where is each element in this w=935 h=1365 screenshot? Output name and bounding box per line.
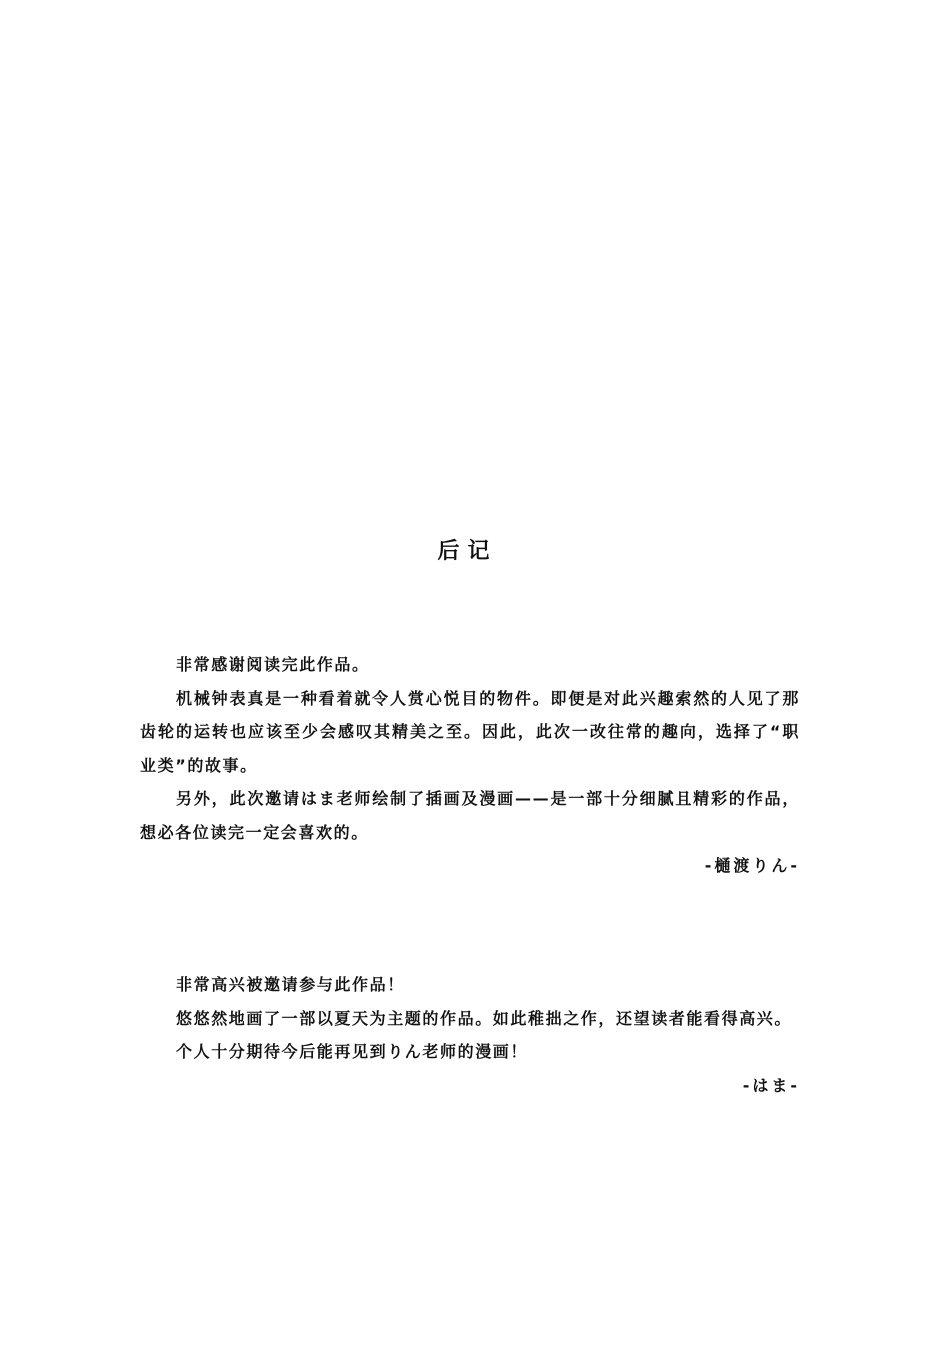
illustrator-note-section [140,968,800,1102]
author-note-paragraph: 非常感谢阅读完此作品。 [176,655,370,674]
author-note-paragraph: 机械钟表真是一种看着就令人赏心悦目的物件。即便是对此兴趣索然的人见了那齿轮的运转也应该至少会感叹其精美之至。因此，此次一改往常的趣向，选择了“职业类”的故事。 [140,688,800,775]
author-note-paragraph: 另外，此次邀请はま老师绘制了插画及漫画——是一部十分细腻且精彩的作品，想必各位读完一定会喜欢的。 [140,789,800,842]
author-signature: -樋渡りん- [704,856,800,875]
illustrator-note-paragraph: 非常高兴被邀请参与此作品！ [176,975,405,994]
illustrator-note-paragraph: 悠悠然地画了一部以夏天为主题的作品。如此稚拙之作，还望读者能看得高兴。 [176,1008,793,1028]
afterword-title: 后记 [437,539,498,564]
illustrator-note-paragraph: 个人十分期待今后能再见到りん老师的漫画！ [176,1042,529,1061]
illustrator-signature: -はま- [742,1075,800,1095]
author-note-section [140,648,800,883]
